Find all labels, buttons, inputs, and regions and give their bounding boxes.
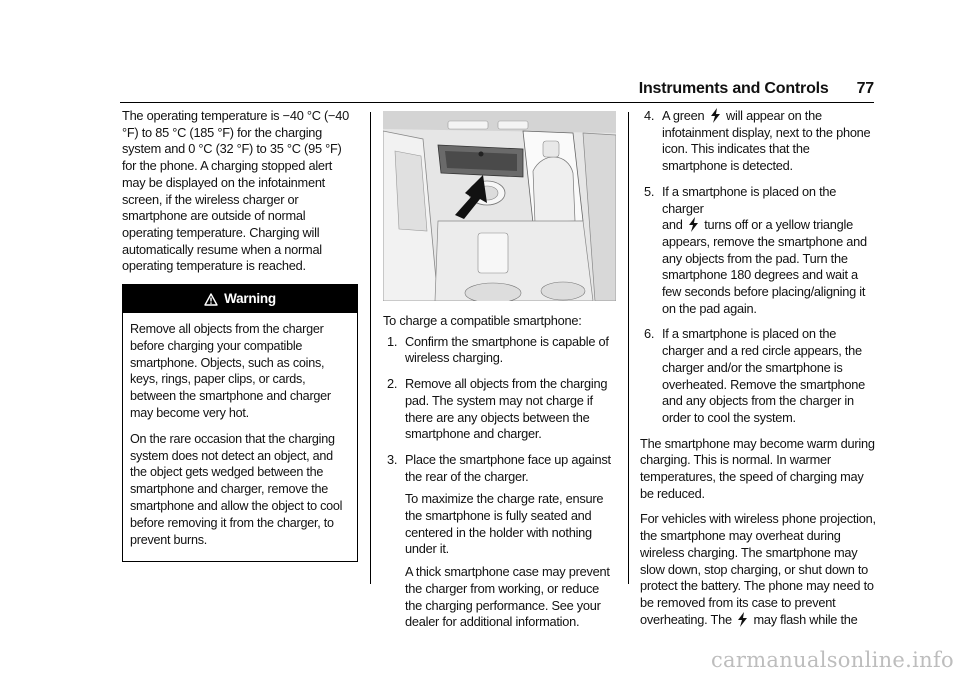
warning-paragraph-1: Remove all objects from the charger before charging your compatible smartphone. Objects, such as coins, keys, rings, paper clips, or cards, between the smartphone and charger may become very hot. [130, 322, 331, 421]
list-item [640, 184, 876, 318]
warning-header [123, 285, 357, 313]
step-text-line1: If a smartphone is placed on the charger [662, 183, 837, 216]
page-header [0, 80, 874, 98]
column-right [640, 108, 876, 637]
list-item [383, 376, 615, 443]
step-number: 4. [644, 108, 655, 123]
column-left [122, 108, 358, 562]
projection-text-end: overheating. The [640, 611, 732, 627]
warning-title: Warning [224, 290, 276, 306]
step-text: If a smartphone is placed on the charger and a red circle appears, the charger and/or the smartphone is overheated. Remove the smartphone and any objects from the charger in order to cool the system. [662, 326, 866, 425]
step-number: 6. [644, 326, 655, 342]
column-divider-2 [628, 112, 629, 584]
step-text-after: will appear on the infotainment display, next to the phone icon. This indicates that the smartphone is detected. [662, 108, 871, 174]
list-item [383, 452, 615, 631]
watermark: carmanualsonline.info [710, 648, 954, 672]
list-item [640, 108, 876, 175]
charging-steps-list-continued [640, 108, 876, 427]
warning-triangle-icon [204, 293, 218, 306]
projection-text-tail: may flash while the [753, 611, 858, 627]
lightning-bolt-icon [737, 612, 748, 627]
section-title: Instruments and Controls [638, 80, 829, 97]
warning-box [122, 284, 358, 562]
step-number: 3. [387, 451, 398, 467]
step-text-before: and [662, 217, 683, 233]
lightning-bolt-icon [688, 217, 699, 232]
step-subtext-1: To maximize the charge rate, ensure the smartphone is fully seated and centered in the holder with nothing under it. [405, 491, 604, 557]
charger-illustration [383, 111, 616, 301]
step-number: 2. [387, 376, 398, 392]
step-number: 5. [644, 183, 655, 199]
lightning-bolt-icon [710, 108, 721, 123]
step-number: 1. [387, 333, 398, 349]
step-text: Remove all objects from the charging pad. The system may not charge if there are any objects between the smartphone and charger. [405, 376, 608, 442]
charger-console-image [383, 111, 616, 301]
step-text-before: A green [662, 108, 705, 123]
step-text-after: turns off or a yellow triangle appears, remove the smartphone and any objects from the pad. Turn the smartphone 180 degrees and wait a few seconds before placing/aligning it on the pad again. [662, 217, 867, 316]
warm-phone-paragraph: The smartphone may become warm during charging. This is normal. In warmer temperatures, the speed of charging may be reduced. [640, 435, 875, 501]
projection-text: For vehicles with wireless phone projection, the smartphone may overheat during wireless charging. The smartphone may slow down, stop charging, or shut down to protect the battery. The phone may need to be removed from its case to prevent [640, 511, 876, 610]
list-item [383, 334, 615, 367]
warning-body [123, 313, 357, 561]
step-text: Place the smartphone face up against the rear of the charger. [405, 451, 611, 484]
list-item [640, 326, 876, 426]
column-middle [383, 108, 615, 640]
steps-intro: To charge a compatible smartphone: [383, 313, 582, 328]
warning-paragraph-2: On the rare occasion that the charging system does not detect an object, and the object gets wedged between the smartphone and charger, remove the smartphone and allow the object to cool before removing it from the charger, to prevent burns. [130, 431, 343, 547]
charging-steps-list [383, 334, 615, 631]
header-rule [120, 102, 874, 103]
step-subtext-2: A thick smartphone case may prevent the charger from working, or reduce the charging performance. See your dealer for additional information. [405, 564, 610, 630]
step-text: Confirm the smartphone is capable of wireless charging. [405, 333, 609, 366]
temperature-paragraph: The operating temperature is −40 °C (−40 °F) to 85 °C (185 °F) for the charging system and 0 °C (32 °F) to 35 °C (95 °F) for the phone. A charging stopped alert may be displayed on the infotainment screen, if the wireless charger or smartphone are outside of normal operating temperature. Charging will automatically resume when a normal operating temperature is reached. [122, 108, 350, 274]
page-number: 77 [856, 80, 874, 97]
column-divider-1 [370, 112, 371, 584]
projection-paragraph [640, 511, 876, 628]
